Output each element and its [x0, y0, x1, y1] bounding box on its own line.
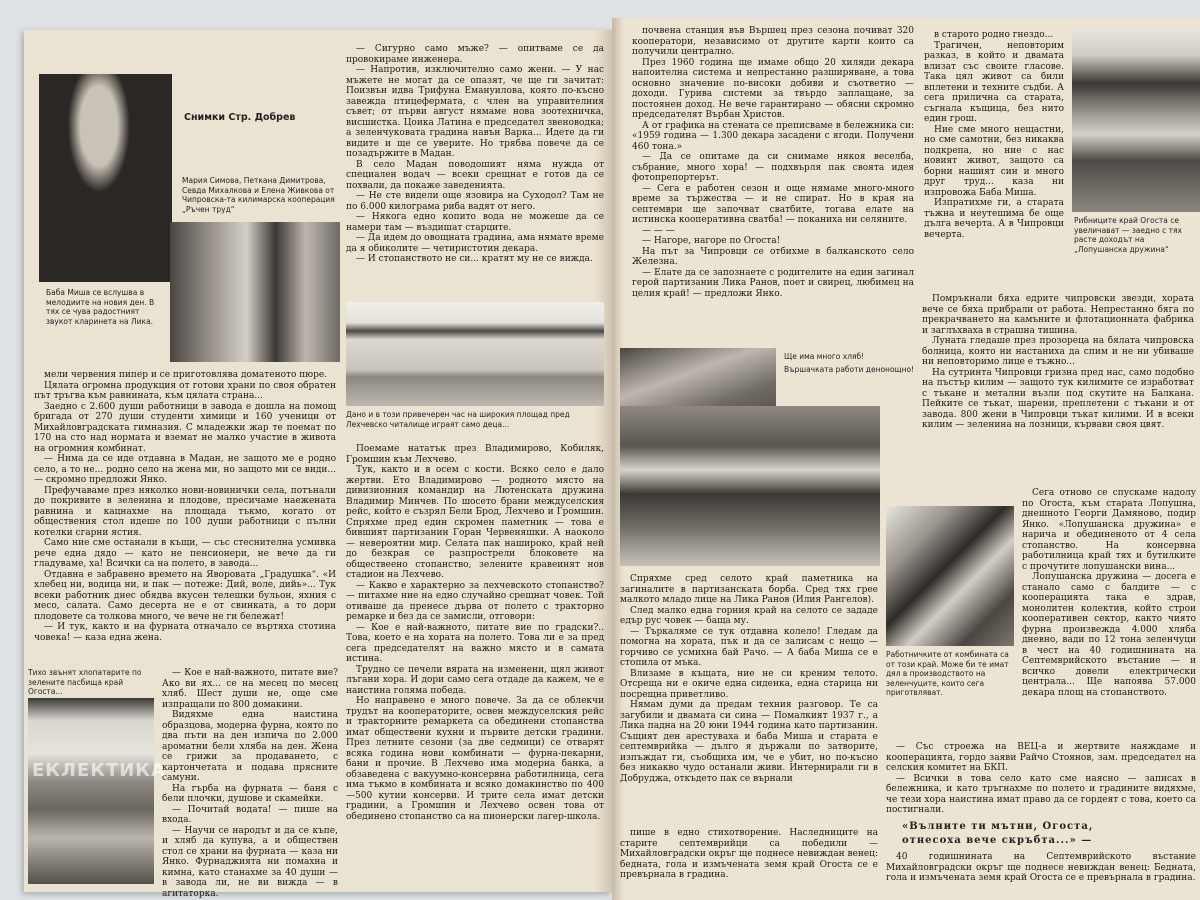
paragraph: През 1960 година ще имаме общо 20 хиляди декара напоителна система и непрестанно разширяване, а това основно значение по-високи добиви и съответно — доходи. Гурива системи за твърдо заплащане, за постоянен доход. Не вече гарантирано — обясни скромно председателят Върбан Христов. [632, 57, 914, 120]
paragraph: Отдавна е забравено времето на Яворовата „Градушка“. «И хлебец ни, водица ни, и пак — потеже: Дий, воле, дийь»... Тук всеки работник днес обядва вкусен телешки бульон, яхния с месо, салата. Само десертa не е от свинкатa, а то дори плодовете са толкова много, че вече не ги бележат! [34, 569, 336, 622]
article-column-g [886, 852, 1196, 884]
paragraph: — Нагоре, нагоре по Огоста! [642, 236, 781, 246]
paragraph: Но направено е много повече. За да се облекчи трудът на кооператорите, освен междуселския рейс и тракторните ремаркета са обединени стопанства имат обществени кухни и първите детски градини. През летните сезони (за две седмици) се отварят всяка година нови комбинати — фурна-пекарни, бани и прочие. В Лехчево има модерна банка, а обзаведена с вакуумно-консервна работилница, сега има тъкмо в комбината и всяко домакинство по 400—500 кутии консерви. И трите села имат детски градини, а Громшин и Лехчево освен това от обединено стопанство са на пионерски лагер-школа. [346, 696, 604, 822]
paragraph: Префучаваме през няколко нови-новинички села, потънали до покривите в зеленина и плодове, пресичаме наежената равнина и кацнахме на площада тъкмо, когато от обществения стол идеше по 100 души работници с пълни котелки сгарни ястия. [34, 485, 336, 538]
photo-fishponds [1072, 28, 1200, 212]
photo-credit: Снимки Стр. Добрев [184, 112, 296, 123]
article-column-e [620, 574, 878, 784]
paragraph: Ние сме много нещастни, но сме самотни, без никаква подкрепа, но ние с нас новият живот, защото са борни нашият син и много друг труд... каза ни изпровожа Баба Миша. [924, 124, 1064, 198]
photo-harvest-cart [620, 406, 880, 566]
article-column-c [922, 294, 1194, 431]
paragraph: Сега отново се спускаме надолу по Огоста, към старата Лопушна, днешното Георги Дамяново, подир Янко. «Лопушанска дружина» е нарича и обединеното от 4 села стопанство. На консервна работилница край тях и бутилките с прочутите лопушански вина... [1022, 488, 1196, 572]
caption-fishponds: Рибниците край Огоста се увеличават — заедно с тях расте доходът на „Лопушанска дружина“ [1074, 216, 1182, 254]
paragraph: почвена станция във Вършец през сезона почиват 320 кооператори, независимо от другите карти които са получили централно. [632, 26, 914, 57]
article-column-top [346, 44, 604, 265]
paragraph: Лопушанска дружина — досега е станало само с балдите — с кооперацията така е здрав, монолитен колектив, който строи кооперативен сектор, както чиято фурна произвежда 4.000 хляба дневно, вади по 12 тона зеленчуци в чест на 40 годишнината на Септемврийското въстание — и всичко довели електрически централа... Ще напоява 57.000 декара площ на стопанството. [1022, 572, 1196, 698]
article-column-wide [34, 370, 336, 643]
paragraph: Трагичен, неповторим разказ, в който и двамата влизат със своите гласове. Така цял живот са били вплетени и техните съдби. А сега прилична са старата, съгнала къщица, без нито един грош. [924, 40, 1064, 124]
article-column-middle [346, 444, 604, 822]
caption-baba-misha: Баба Миша се вслушва в мелодиите на новия ден. В тях се чува радостният звукот кларинета на Лика. [46, 288, 155, 326]
paragraph: — Кое е най-важното, питате вие по градски?.. Това, което е на хората на полето. Това ли е за пред сега председателят на важно място и в самата истина. [346, 622, 604, 664]
paragraph: Цялата огромна продукция от готови храни по своя обратен път тръгва към равнината, към цялата страна... [34, 380, 336, 401]
poem-line: «Вълните ти мътни, Огоста, [902, 821, 1094, 832]
caption-harvest-1: Ще има много хляб! [784, 352, 865, 361]
paragraph: мели червения пипер и се приготовлява доматеното пюре. [44, 370, 328, 380]
paragraph: — Нима да се иде отдавна в Мадан, не защото ме е родно село, а то не... родно село на жена ми, но защото ми се види... — скромно предложи Янко. [34, 454, 336, 485]
paragraph: На сутринта Чипровци гризна пред нас, само подобно на пъстър килим — защото тук килимите се изработват с тъкане и метални възли под скутите на Балкана. Пейките се тъкат, шарени, преплетени с тъкани и от завода. 800 жени в Чипровци тъкат килими. И в всеки килим — зеленина на лозници, кървави своя цвят. [922, 367, 1194, 430]
caption-women: Мария Симова, Петкана Димитрова, Севда Михалкова и Елена Живкова от Чипровска-та килимарска кооперация „Ръчен труд“ [182, 176, 335, 214]
photo-women-group [170, 222, 340, 362]
photo-chitalishte-building [346, 302, 604, 406]
paragraph: — Да идем до овощната градина, ама нямате време да я обиколите — четиристотин декара. [346, 233, 604, 254]
paragraph: Спряхме сред селото край паметника на загиналите в партизанската борба. Сред тях грее малкото младо лице на Лика Ранов (Илия Рангелов). [620, 574, 878, 605]
paragraph: Влизаме в къщата, ние не си креним телото. Отсреща ни е окиче една сиденка, една старица ни посрещна приветливо. [620, 668, 878, 700]
article-column-d [1022, 488, 1196, 698]
paragraph: — Не сте видели още язовира на Суходол? Там не по 6.000 килограма риба вадят от него. [346, 191, 604, 212]
article-column-small [162, 668, 338, 899]
paragraph: Поемаме нататък през Владимирово, Кобиляк, Громшин към Лехчево. [346, 444, 604, 465]
paragraph: — Със строежа на ВЕЦ-а и жертвите наяждаме и кооперацията, гордо заяви Райчо Стоянов, зам. председател на селския комитет на БКП. [886, 742, 1196, 773]
paragraph: На път за Чипровци се отбихме в балканското село Железна. [632, 246, 914, 267]
caption-dance: Дано и в този привечерен час на широкия площад пред Лехчевско читалище играят само деца... [346, 410, 570, 429]
right-magazine-page [612, 18, 1200, 900]
paragraph: — Какво е характерно за лехчевското стопанство? — питахме ние на едно случайно срещнат човек. Той отиваше да пренесе дърва от полето с тракторно ремарке и без да се замисли, отговори: [346, 580, 604, 622]
paragraph: А от графика на стената се преписваме в бележника си: «1959 година — 1.300 декара засадени с ягоди. Получени 460 тона.» [632, 120, 914, 152]
paragraph: След малко една горния край на селото се зададе едър рус човек — баща му. [620, 605, 878, 626]
paragraph: — — — [642, 225, 675, 236]
paragraph: — Някога едно копито вода не можеше да се намери там — въздишат старците. [346, 212, 604, 233]
paragraph: В село Мадан поводошият няма нужда от специален водач — всеки срещнат е готов да се похвали, да покаже заведенията. [346, 159, 604, 191]
paragraph: — Елате да се запознаете с родителите на един загинал герой партизанин Лика Ранов, поет и свирец, любимец на целия край! — предложи Янко. [632, 267, 914, 299]
poem-line: отнесоха вече скръбта...» — [902, 835, 1093, 846]
caption-harvest-2: Вършачката работи денонощно! [784, 365, 915, 374]
paragraph: — Почитай водата! — пише на входа. [162, 804, 338, 825]
paragraph: пише в едно стихотворение. Наследниците на старите септемврийци са победили — Михайловградски окръг ще поднесе невиждан венец: бедната, гола и измъчената земя край Огоста се е превърнала в градина. [620, 828, 878, 880]
caption-cannery-workers: Работничките от комбината са от този край. Може би те имат дял в производството на зеленчуците, които сега приготвляват. [886, 650, 1009, 697]
paragraph: — Сега е работен сезон и още нямаме много-много време за тържества — и не спират. Но в края на септември ще започват сватбите, тогава елате на истинска кооперативна сватба! — поканиха ни селяните. [632, 183, 914, 225]
paragraph: На гърба на фурната — баня с бели плочки, душове и скамейки. [162, 783, 338, 804]
photo-pasture-landscape [28, 698, 154, 884]
photo-old-woman [39, 74, 172, 282]
article-column-a [632, 26, 914, 299]
paragraph: Луната гледаше през прозореца на бялата чипровска болница, която ни настаниха да спим и не ни убиваше ни неповторимо лице е тъжно... [922, 336, 1194, 367]
paragraph: Нямам думи да предам техния разговор. Те са загубили и двамата си сина — Помалкият 1937 г., а Лика падна на 20 юни 1944 година като партизанин. Същият ден арестуваха и баба Миша и старата е септемврийка — дълго я държали по затворите, изпъждат ги, съобщиха им, че е убит, но по-късно без никакво чудо останали живи. Интернирали ги в Добруджа, откъдето пак се върнали [620, 700, 878, 784]
paragraph: — Търкаляме се тук отдавна колело! Гледам да помогна на хората, пък и да се залисам с нещо — горчиво се усмихна бай Рачо. — А баба Миша се е стопила от мъка. [620, 626, 878, 668]
caption-landscape: Тихо звънят хлопатарите по зелените пасбища край Огоста... [28, 668, 142, 696]
article-column-f [620, 828, 878, 881]
article-column-b [924, 30, 1064, 240]
paragraph: — И тук, както и на фурната отначало се въртяха стотина човека! — каза една жена. [34, 622, 336, 643]
photo-cannery-workers [886, 506, 1014, 646]
paragraph: — Научи се народът и да се къпе, и хляб да купува, а и обществен стол се храни на фурната — каза ни Янко. Фурнаджията ни помахна и кимна, като станахме за 40 души — в завода ли, не ви вижда — в агитаторка. [162, 825, 338, 899]
paragraph: — Сигурно само мъже? — опитваме се да провокираме инженера. [346, 44, 604, 65]
poem-quote [902, 820, 1093, 848]
article-column-d [886, 742, 1196, 816]
paragraph: Помръкнали бяха едрите чипровски звезди, хората вече се бяха прибрали от работа. Непрестанно бяга по прекрачването на камъните и флотационната фабрика и заглъхваха в страшна тишина. [922, 294, 1194, 336]
seller-watermark: ЕКЛЕКТИКА [32, 760, 166, 781]
paragraph: в старото родно гнездо... [934, 30, 1054, 40]
paragraph: — Всички в това село като сме наясно — записах в бележника, и като тръгнахме по полето и градините видяхме, че тези хора наистина имат право да се гордеят с това, което са постигнали. [886, 773, 1196, 815]
paragraph: Тук, както и в осем с кости. Всяко село е дало жертви. Ето Владимирово — родното място на дивизионния командир на Лютенската дружина Владимир Минчев. По шосето брани междуселския рейс, който е съзрял Бели Брод, Лехчево и Громшин. Спряхме пред един скромен паметник — това е бившият партизанин Горан Червеняшки. А наоколо — невероятни мир. Селата пак нашироко, край ней до безкрая се разпрострели блоковете на обществеено стопанство, зелените кравеинят нов стадион на Лехчево. [346, 465, 604, 580]
paragraph: Само ние сме останали в къщи, — със стеснителна усмивка рече една дядо — като не пенсионери, не вече да ги гладуваме, ха! Всички са на полето, в завода... [34, 538, 336, 569]
paragraph: — Напротив, изключително само жени. — У нас мъжете не могат да се опазят, че ще ги зачитат: Поизвън идва Трифуна Емануилова, която по-късно завежда птицефермата, с член на управителния съвет; от първи август нямаме нова зоотехничка, висшистка. Цоика Латина е председател звеноводка; а зеленчуковата градина навън Варка... Идете да ги видите и ще се уверите. Но трябва повече да се позадържите в Мадан. [346, 65, 604, 159]
paragraph: Заедно с 2.600 души работници в завода е дошла на помощ бригада от 270 души студенти химици и 160 ученици от Михайловградската гимназия. С младежки жар те поемат по 170 на сто над нормата и вземат не малко участие в живота на огромния комбинат. [34, 401, 336, 454]
paragraph: — Да се опитаме да си снимаме някоя веселба, събрание, много хора! — подхвърля пак своята идея фотопрепортерът. [632, 152, 914, 183]
paragraph: Видяхме една наистина образцова, модерна фурна, която по два пъти на ден изпича по 2.000 аромaтни бели хляба на ден. Жена се грижи за продаването, с картончетата и подава прясните самуни. [162, 710, 338, 783]
paragraph: — И стопанството не си... кратят му не се вижда. [356, 254, 593, 264]
paragraph: 40 годишнината на Септемврийското въстание Михайловградски окръг ще поднесе невиждан венец: Бедната, гола и измъчената земя край Огоста се е превърнала в градина. [886, 852, 1196, 883]
paragraph: Изпратихме ги, а старата тъжна и неутешима бе още дълга вечерта. А в Чипровци вечерта. [924, 198, 1064, 240]
paragraph: Трудно се печели вярата на изменени, щял живот лъгани хора. И дори само сега отдаде да кажем, че е наистина голяма победа. [346, 664, 604, 696]
paragraph: — Кое е най-важното, питате вие? Ако ви ях... се на месец по месец хляб. Шест души не, още сме изпращали по 800 домакини. [162, 668, 338, 710]
